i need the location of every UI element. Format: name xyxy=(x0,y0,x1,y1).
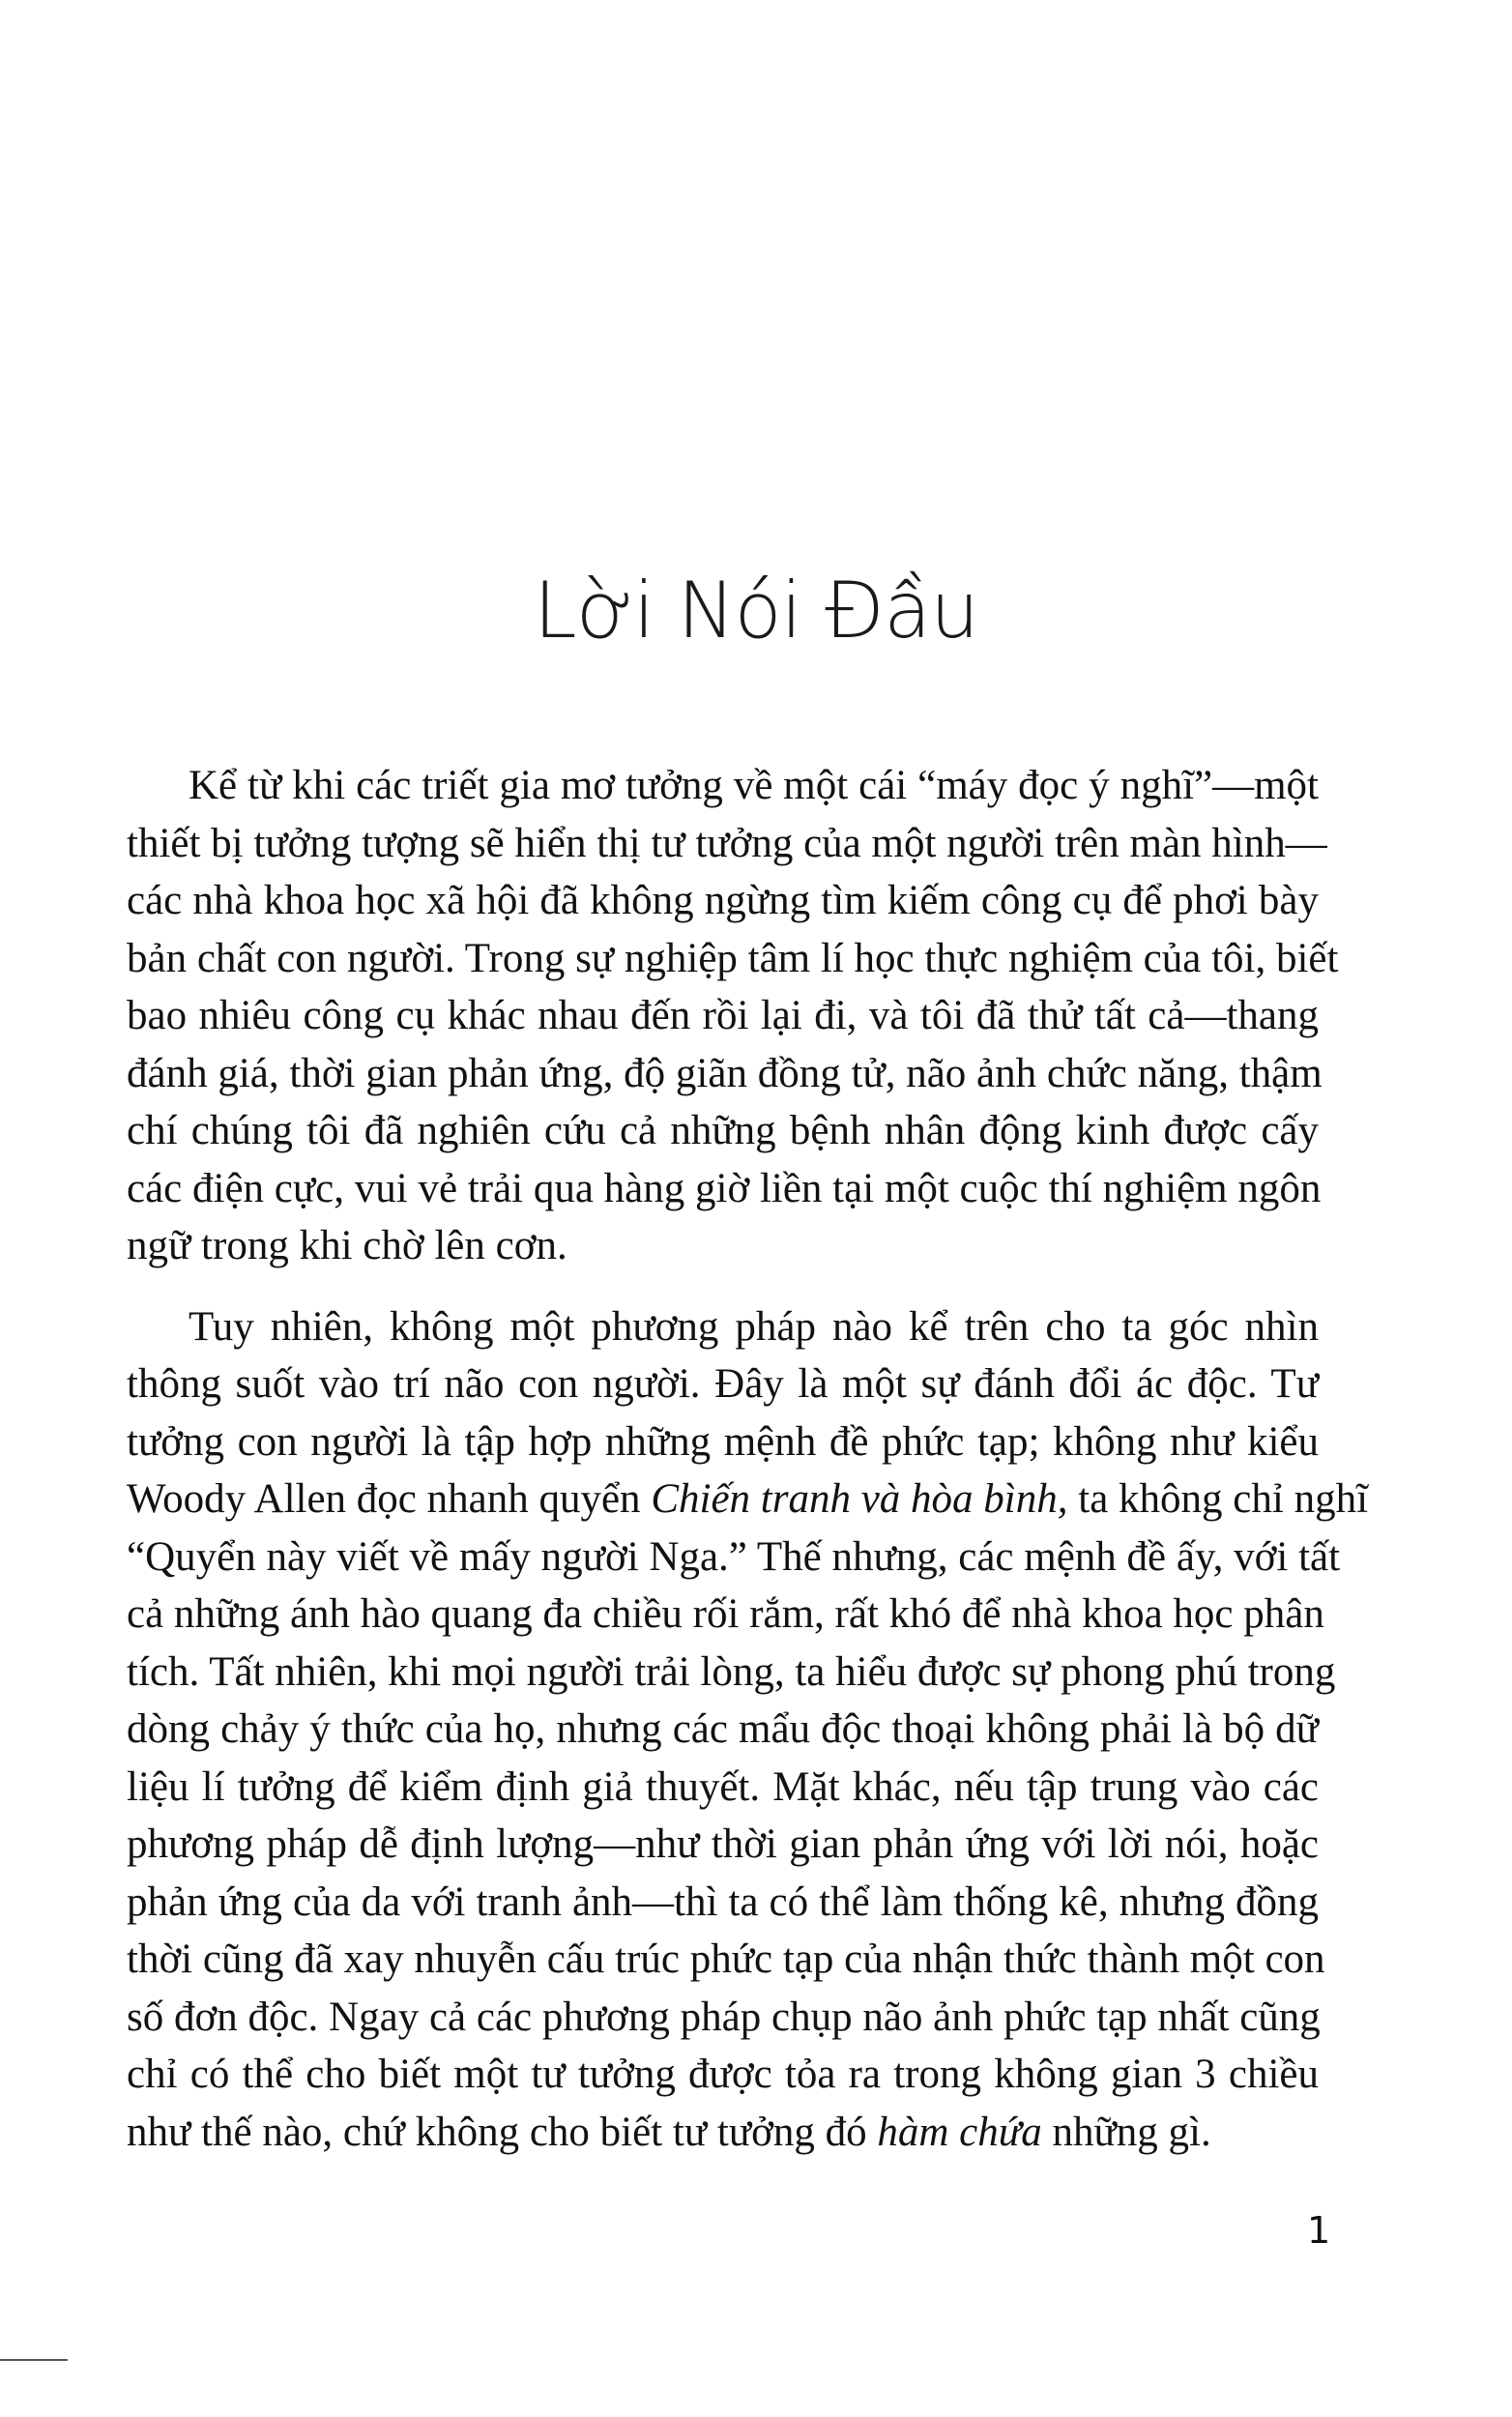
chapter-title: Lời Nói Đầu xyxy=(534,566,978,655)
body-text xyxy=(127,757,1369,2184)
text-segment: Woody Allen đọc nhanh quyển xyxy=(127,1476,652,1522)
text-line: bao nhiêu công cụ khác nhau đến rồi lại đi, và tôi đã thử tất cả—thang xyxy=(127,993,1319,1038)
page-number: 1 xyxy=(1307,2209,1331,2252)
text-line: số đơn độc. Ngay cả các phương pháp chụp não ảnh phức tạp nhất cũng xyxy=(127,1994,1321,2040)
text-line: dòng chảy ý thức của họ, nhưng các mẩu độc thoại không phải là bộ dữ xyxy=(127,1706,1319,1752)
text-line: chỉ có thể cho biết một tư tưởng được tỏa ra trong không gian 3 chiều xyxy=(127,2052,1319,2097)
paragraph-2 xyxy=(127,1298,1369,2162)
emphasis-italic: hàm chứa xyxy=(877,2109,1042,2155)
text-line: liệu lí tưởng để kiểm định giả thuyết. Mặt khác, nếu tập trung vào các xyxy=(127,1763,1319,1810)
text-line xyxy=(127,1471,1369,1529)
text-line: bản chất con người. Trong sự nghiệp tâm lí học thực nghiệm của tôi, biết xyxy=(127,935,1339,981)
text-line: chí chúng tôi đã nghiên cứu cả những bệnh nhân động kinh được cấy xyxy=(127,1108,1319,1153)
text-segment: những gì. xyxy=(1041,2109,1211,2155)
paragraph-1 xyxy=(127,757,1339,1275)
text-line: Tuy nhiên, không một phương pháp nào kể trên cho ta góc nhìn xyxy=(189,1303,1319,1350)
text-segment: ta không chỉ nghĩ xyxy=(1067,1476,1369,1522)
text-line: phương pháp dễ định lượng—như thời gian phản ứng với lời nói, hoặc xyxy=(127,1821,1319,1867)
text-line xyxy=(127,2104,1319,2162)
text-line: các điện cực, vui vẻ trải qua hàng giờ liền tại một cuộc thí nghiệm ngôn xyxy=(127,1165,1322,1211)
text-line: cả những ánh hào quang đa chiều rối rắm, rất khó để nhà khoa học phân xyxy=(127,1591,1324,1637)
text-line: thông suốt vào trí não con người. Đây là một sự đánh đổi ác độc. Tư xyxy=(127,1361,1319,1407)
text-line: các nhà khoa học xã hội đã không ngừng tìm kiếm công cụ để phơi bày xyxy=(127,878,1319,923)
text-line: tích. Tất nhiên, khi mọi người trải lòng, ta hiểu được sự phong phú trong xyxy=(127,1648,1336,1695)
text-line: “Quyển này viết về mấy người Nga.” Thế nhưng, các mệnh đề ấy, với tất xyxy=(127,1533,1341,1580)
text-line: phản ứng của da với tranh ảnh—thì ta có thể làm thống kê, nhưng đồng xyxy=(127,1878,1319,1925)
book-title-italic: Chiến tranh và hòa bình, xyxy=(651,1476,1068,1522)
text-segment: như thế nào, chứ không cho biết tư tưởng đó xyxy=(127,2109,878,2155)
text-line: ngữ trong khi chờ lên cơn. xyxy=(127,1223,567,1268)
text-line: thiết bị tưởng tượng sẽ hiển thị tư tưởng của một người trên màn hình— xyxy=(127,820,1327,866)
text-line: thời cũng đã xay nhuyễn cấu trúc phức tạp của nhận thức thành một con xyxy=(127,1937,1325,1982)
text-line: tưởng con người là tập hợp những mệnh đề phức tạp; không như kiểu xyxy=(127,1418,1319,1465)
text-line: Kể từ khi các triết gia mơ tưởng về một cái “máy đọc ý nghĩ”—một xyxy=(189,763,1319,808)
text-line: đánh giá, thời gian phản ứng, độ giãn đồng tử, não ảnh chức năng, thậm xyxy=(127,1050,1323,1096)
scan-edge-line xyxy=(0,2359,68,2361)
